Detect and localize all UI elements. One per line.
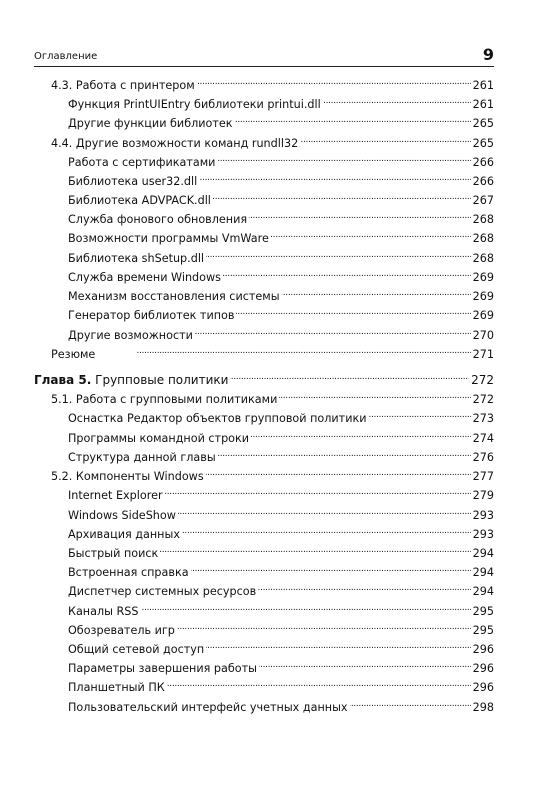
toc-entry-label: Работа с сертификатами (68, 156, 216, 169)
toc-entry[interactable] (68, 620, 494, 638)
dot-leader (191, 562, 471, 576)
toc-page-number: 296 (472, 681, 494, 694)
toc-entry-label: Windows SideShow (68, 509, 176, 522)
toc-entry[interactable] (68, 658, 494, 676)
dot-leader (165, 485, 471, 499)
toc-page-number: 268 (472, 252, 494, 265)
toc-entry[interactable] (68, 152, 494, 170)
toc-page-number: 268 (472, 232, 494, 245)
toc-page-number: 295 (472, 624, 494, 637)
toc-entry-label: Общий сетевой доступ (68, 643, 205, 656)
header-page-number: 9 (482, 45, 494, 64)
dot-leader (369, 408, 471, 422)
toc-entry-label: Встроенная справка (68, 566, 189, 579)
toc-page-number: 277 (472, 470, 494, 483)
toc-entry[interactable] (68, 228, 494, 246)
toc-page-number: 261 (472, 79, 494, 92)
toc-entry[interactable] (68, 677, 494, 695)
dot-leader (178, 505, 471, 519)
toc-entry[interactable] (68, 171, 494, 189)
toc-page-number: 294 (472, 566, 494, 579)
toc-entry[interactable] (68, 248, 494, 266)
toc-page-number: 265 (472, 137, 494, 150)
dot-leader (323, 94, 471, 108)
dot-leader (177, 620, 471, 634)
toc-page-number: 298 (472, 701, 494, 714)
dot-leader (251, 428, 471, 442)
toc-page-number: 267 (472, 194, 494, 207)
toc-entry-label: Пользовательский интерфейс учетных данных (68, 701, 348, 714)
toc-entry[interactable] (68, 697, 494, 715)
toc-entry-label: Программы командной строки (68, 432, 250, 445)
dot-leader (213, 190, 471, 204)
dot-leader (230, 370, 469, 384)
toc-entry[interactable] (68, 639, 494, 657)
toc-entry-label: 5.2. Компоненты Windows (51, 470, 204, 483)
toc-entry[interactable] (68, 524, 494, 542)
toc-entry[interactable] (68, 94, 494, 112)
dot-leader (235, 113, 471, 127)
toc-entry-label: Оснастка Редактор объектов групповой политики (68, 412, 367, 425)
toc-entry-label: Резюме (51, 348, 96, 361)
toc-entry-label: Диспетчер системных ресурсов (68, 585, 257, 598)
toc-page-number: 293 (472, 528, 494, 541)
dot-leader (282, 286, 471, 300)
dot-leader (206, 466, 471, 480)
toc-chapter-title: Групповые политики (91, 373, 229, 387)
dot-leader (206, 248, 471, 262)
toc-entry-label: Служба фонового обновления (68, 213, 248, 226)
toc-page-number: 294 (472, 547, 494, 560)
header-title: Оглавление (34, 51, 98, 62)
dot-leader (249, 209, 471, 223)
dot-leader (195, 325, 471, 339)
toc-page-number: 296 (472, 643, 494, 656)
toc-entry-label: Планшетный ПК (68, 681, 165, 694)
toc-entry-label: Быстрый поиск (68, 547, 159, 560)
running-header (34, 44, 494, 66)
toc-page-number: 272 (471, 373, 494, 387)
toc-entry-label: Библиотека shSetup.dll (68, 252, 205, 265)
toc-entry-label: Возможности программы VmWare (68, 232, 269, 245)
dot-leader (279, 389, 470, 403)
dot-leader (259, 658, 471, 672)
toc-entry-label: Структура данной главы (68, 451, 216, 464)
toc-entry-label: Функция PrintUIEntry библиотеки printui.dll (68, 98, 321, 111)
header-rule (34, 66, 494, 67)
toc-entry[interactable] (51, 466, 494, 484)
toc-entry-label: 5.1. Работа с групповыми политиками (51, 393, 278, 406)
toc-page-number: 276 (472, 451, 494, 464)
toc-page-number: 261 (472, 98, 494, 111)
toc-entry[interactable] (68, 113, 494, 131)
dot-leader (199, 171, 470, 185)
toc-entry-label: Обозреватель игр (68, 624, 175, 637)
dot-leader (218, 447, 471, 461)
toc-entry-label: Библиотека user32.dll (68, 175, 198, 188)
toc-entry-label: 4.3. Работа с принтером (51, 79, 195, 92)
dot-leader (350, 697, 471, 711)
toc-page-number: 268 (472, 213, 494, 226)
toc-page-number: 279 (472, 489, 494, 502)
dot-leader (206, 639, 470, 653)
toc-entry[interactable] (68, 505, 494, 523)
dot-leader (300, 133, 470, 147)
toc-entry[interactable] (68, 325, 494, 343)
toc-entry-label: Другие возможности (68, 329, 193, 342)
toc-page-number: 269 (472, 309, 494, 322)
dot-leader (160, 543, 470, 557)
dot-leader (97, 344, 470, 358)
toc-entry-label: Библиотека ADVPACK.dll (68, 194, 211, 207)
toc-entry[interactable] (68, 562, 494, 580)
toc-entry[interactable] (51, 133, 494, 151)
toc-entry-label: Механизм восстановления системы (68, 290, 280, 303)
toc-page-number: 270 (472, 329, 494, 342)
toc-entry-label: Архивация данных (68, 528, 180, 541)
dot-leader (223, 267, 471, 281)
toc-entry[interactable] (51, 344, 494, 362)
toc-entry[interactable] (68, 286, 494, 304)
toc-entry[interactable] (51, 75, 494, 93)
toc-entry[interactable] (68, 267, 494, 285)
toc-page-number: 273 (472, 412, 494, 425)
toc-entry-label: 4.4. Другие возможности команд rundll32 (51, 137, 299, 150)
toc-page-number: 269 (472, 271, 494, 284)
toc-entry[interactable] (68, 485, 494, 503)
toc-entry[interactable] (68, 543, 494, 561)
toc-page-number: 266 (472, 156, 494, 169)
toc-entry-label: Параметры завершения работы (68, 662, 257, 675)
toc-entry[interactable] (68, 581, 494, 599)
toc-page-number: 271 (472, 348, 494, 361)
dot-leader (167, 677, 471, 691)
dot-leader (236, 305, 470, 319)
dot-leader (197, 75, 471, 89)
toc-page-number: 272 (472, 393, 494, 406)
toc-entry[interactable] (68, 305, 494, 323)
toc-entry-label: Служба времени Windows (68, 271, 221, 284)
toc-page-number: 295 (472, 605, 494, 618)
toc-entry[interactable] (68, 447, 494, 465)
toc-page-number: 293 (472, 509, 494, 522)
toc-entry[interactable] (68, 408, 494, 426)
toc-page-number: 269 (472, 290, 494, 303)
toc-page-number: 274 (472, 432, 494, 445)
toc-entry[interactable] (51, 389, 494, 407)
toc-page-number: 294 (472, 585, 494, 598)
toc-page-number: 265 (472, 117, 494, 130)
toc-entry[interactable] (68, 209, 494, 227)
toc-entry-label (34, 373, 228, 387)
dot-leader (141, 601, 471, 615)
dot-leader (182, 524, 471, 538)
toc-entry[interactable] (68, 601, 494, 619)
dot-leader (271, 228, 471, 242)
toc-chapter-entry[interactable] (34, 370, 494, 387)
toc-entry-label: Генератор библиотек типов (68, 309, 235, 322)
dot-leader (258, 581, 470, 595)
toc-entry-label: Другие функции библиотек (68, 117, 233, 130)
toc-entry-label: Internet Explorer (68, 489, 163, 502)
dot-leader (217, 152, 470, 166)
toc-page-number: 266 (472, 175, 494, 188)
toc-entry[interactable] (68, 428, 494, 446)
toc-page-number: 296 (472, 662, 494, 675)
toc-chapter-number: Глава 5. (34, 373, 92, 387)
toc-entry-label: Каналы RSS (68, 605, 139, 618)
toc-entry[interactable] (68, 190, 494, 208)
